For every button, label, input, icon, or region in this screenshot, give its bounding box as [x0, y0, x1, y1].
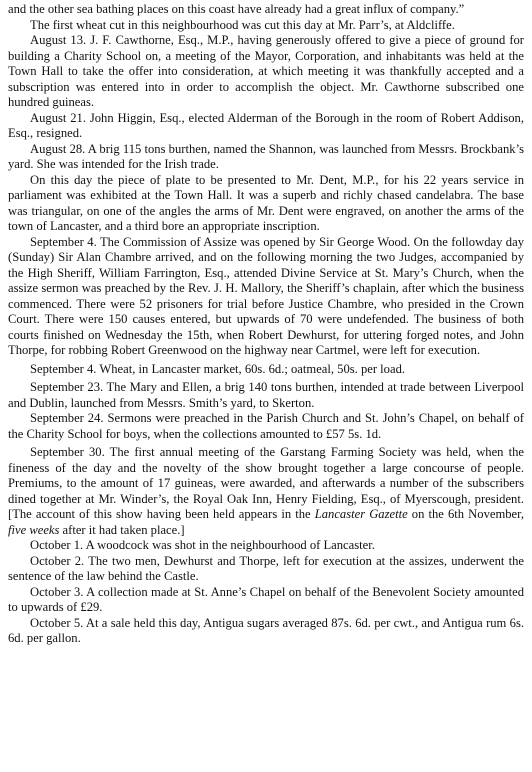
paragraph-text: September 4. Wheat, in Lancaster market, 60s. 6d.; oatmeal, 50s. per load. [30, 361, 406, 376]
paragraph-text: September 23. The Mary and Ellen, a brig 140 tons burthen, intended at trade between Liverpool and Dublin, launched from Messrs. Smith’s yard, to Skerton. [8, 380, 524, 410]
paragraph-text: October 3. A collection made at St. Anne’s Chapel on behalf of the Benevolent Society amounted to upwards of £29. [8, 584, 524, 614]
paragraph-text: October 2. The two men, Dewhurst and Thorpe, left for execution at the assizes, underwent the sentence of the law behind the Castle. [8, 553, 524, 583]
paragraph-text: and the other sea bathing places on this coast have already had a great influx of company.” [8, 2, 465, 16]
paragraph [8, 173, 524, 235]
paragraph-text: August 21. John Higgin, Esq., elected Alderman of the Borough in the room of Robert Addison, Esq., resigned. [8, 110, 524, 140]
paragraph [8, 380, 524, 411]
paragraph [8, 411, 524, 442]
paragraph-text: September 4. The Commission of Assize was opened by Sir George Wood. On the followday day (Sunday) Sir Alan Chambre arrived, and on the following morning the two Judges, accompanied by the High Sheriff, William Farrington, Esq., attended Divine Service at St. Mary’s Church, when the assize sermon was preached by the Rev. J. H. Mallory, the Sheriff’s chaplain, after which the business commenced. There were 52 prisoners for trial before Justice Chambre, who presided in the Crown Court. There were 150 causes entered, but upwards of 70 were undefended. The business of both courts finished on Wednesday the 15th, when Robert Dewhurst, for uttering forged notes, and John Thorpe, for robbing Robert Greenwood on the highway near Cartmel, were left for execution. [8, 234, 524, 357]
paragraph-text-tail: after it had taken place.] [59, 522, 185, 537]
paragraph-text-middle: on the 6th November, [407, 507, 524, 521]
paragraph-text-main: September 30. The first annual meeting of the Garstang Farming Society was held, when the fineness of the day and the novelty of the show brought together a large concourse of people. Premiums, to the amount of 17 guineas, were awarded, and afterwards a number of the subscribers dined together at Mr. Winder’s, the Royal Oak Inn, Henry Fielding, Esq., of Myerscough, president. [The account of this show having been held appears in the [8, 445, 524, 521]
paragraph [8, 445, 524, 538]
paragraph [8, 111, 524, 142]
italic-title: Lancaster Gazette [314, 507, 408, 521]
paragraph-text: October 1. A woodcock was shot in the neighbourhood of Lancaster. [30, 538, 375, 552]
italic-phrase: five weeks [8, 522, 60, 537]
paragraph [8, 362, 524, 378]
paragraph [8, 142, 524, 173]
paragraph-text: September 24. Sermons were preached in the Parish Church and St. John’s Chapel, on behalf of the Charity School for boys, when the collections amounted to £57 5s. 1d. [8, 411, 524, 441]
paragraph [8, 18, 524, 34]
paragraph-text: On this day the piece of plate to be presented to Mr. Dent, M.P., for his 22 years service in parliament was exhibited at the Town Hall. It was a superb and richly chased candelabra. The base was triangular, on one of the angles the arms of Mr. Dent were engraved, on another the arms of the town of Lancaster, and a third bore an appropriate inscription. [8, 172, 524, 233]
paragraph-text: August 28. A brig 115 tons burthen, named the Shannon, was launched from Messrs. Brockbank’s yard. She was intended for the Irish trade. [8, 141, 524, 171]
paragraph-text: October 5. At a sale held this day, Antigua sugars averaged 87s. 6d. per cwt., and Antigua rum 6s. 6d. per gallon. [8, 615, 524, 645]
paragraph [8, 2, 524, 18]
paragraph [8, 585, 524, 616]
paragraph [8, 554, 524, 585]
paragraph [8, 33, 524, 111]
paragraph-text: The first wheat cut in this neighbourhood was cut this day at Mr. Parr’s, at Aldcliffe. [30, 17, 455, 32]
paragraph [8, 616, 524, 647]
paragraph-text: August 13. J. F. Cawthorne, Esq., M.P., having generously offered to give a piece of ground for building a Charity School on, a meeting of the Mayor, Corporation, and inhabitants was held at the Town Hall to take the offer into consideration, at which meeting it was thankfully accepted and a subscription was entered into in order to accomplish the object. Mr. Cawthorne subscribed one hundred guineas. [8, 33, 524, 109]
paragraph [8, 235, 524, 359]
paragraph [8, 538, 524, 554]
paragraph-text [8, 445, 524, 538]
